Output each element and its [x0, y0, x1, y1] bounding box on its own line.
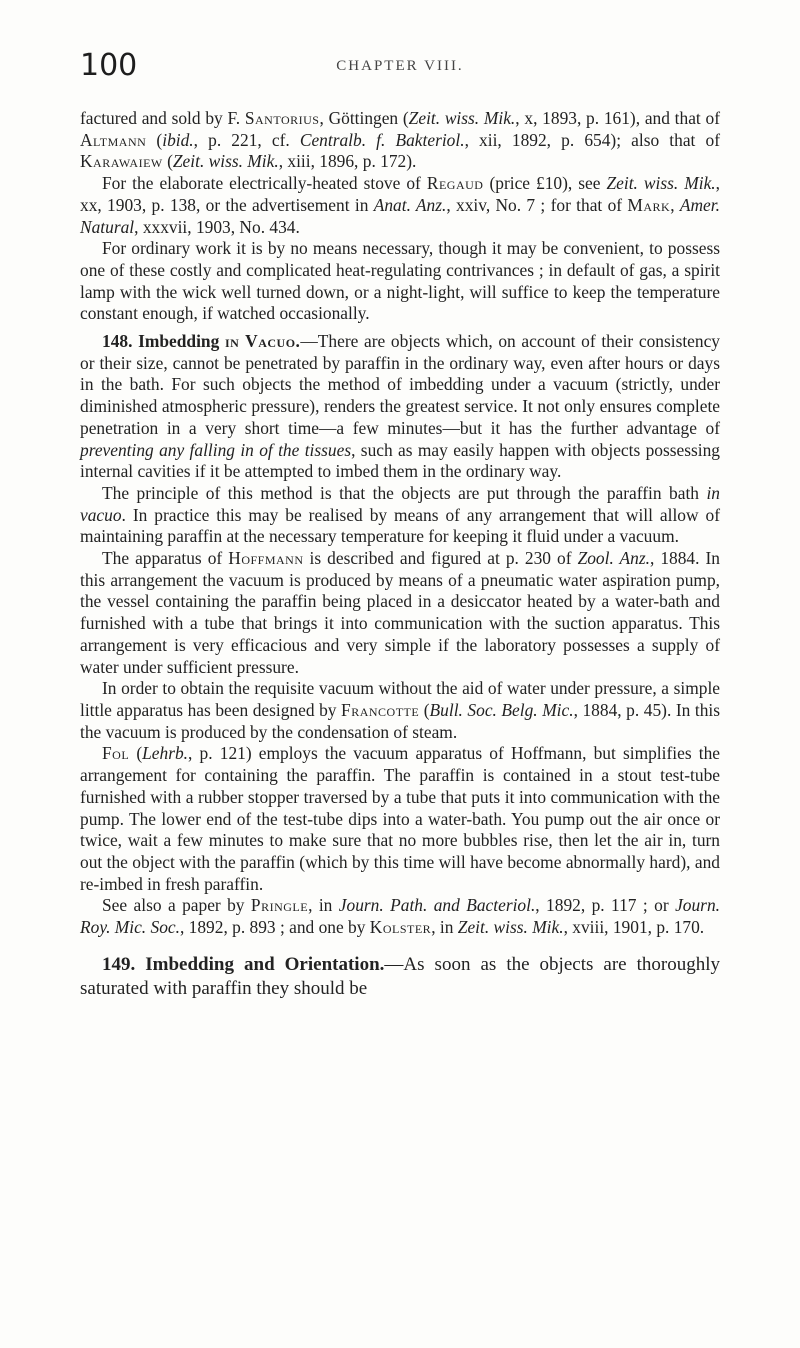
text-run: , 1884. In this arrangement the vacuum is produced by means of a pneumatic water aspiration pump, the vessel containing the paraffin being placed in a desiccator heated by a water-bath and furnished with a tube that brings it into communication with the suction apparatus. This arrangement is very efficacious and very simple if the laboratory possesses a supply of water under sufficient pressure.: [80, 548, 721, 677]
italic-text: Centralb. f. Bakteriol.: [299, 129, 465, 150]
page-header: [80, 48, 720, 88]
italic-text: ibid.: [162, 129, 194, 150]
text-run: , xiii, 1896, p. 172).: [278, 151, 417, 172]
italic-text: Amer. Natural: [80, 194, 720, 237]
text-run: —There are objects which, on account of their consistency or their size, cannot be penetrated by paraffin in the ordinary way, even after hours or days in the bath. For such objects the method of imbedding under a vacuum (strictly, under diminished atmospheric pressure), renders the greatest service. It not only ensures complete penetration in a very short time—a few minutes—but it has the further advantage of: [80, 331, 720, 438]
text-run: For the elaborate electrically-heated stove of: [102, 173, 427, 194]
text-run: , xx, 1903, p. 138, or the advertisement in: [80, 173, 720, 215]
body-text: [80, 108, 720, 1001]
text-run: The apparatus of: [102, 548, 229, 569]
text-run: , xxxvii, 1903, No. 434.: [134, 216, 300, 237]
italic-text: in vacuo: [80, 482, 720, 525]
text-run: See also a paper by: [102, 895, 251, 916]
section-heading: 148. Imbedding: [102, 331, 225, 352]
text-run: , 1892, p. 117 ; or: [535, 895, 676, 916]
paragraph: [80, 238, 720, 325]
paragraph: [80, 895, 720, 938]
text-run: , p. 221, cf.: [193, 129, 300, 150]
text-run: , 1892, p. 893 ; and one by: [179, 917, 370, 938]
text-run: factured and sold by F.: [80, 108, 245, 128]
section-heading: 149. Imbedding and Orientation.: [102, 953, 385, 975]
text-run: —As soon as the objects are thoroughly saturated with paraffin they should be: [80, 953, 720, 999]
author-name: Kolster: [369, 917, 432, 938]
text-run: (: [419, 699, 430, 720]
section-paragraph: [80, 331, 720, 483]
text-run: For ordinary work it is by no means necessary, though it may be convenient, to possess one of these costly and complicated heat-regulating contrivances ; in default of gas, a spirit lamp with the wick well turned down, or a night-light, will suffice to keep the temperature constant enough, if watched occasionally.: [80, 238, 720, 324]
author-name: Francotte: [341, 699, 420, 720]
author-name: Hoffmann: [228, 548, 304, 569]
text-run: (price £10), see: [483, 173, 607, 194]
italic-text: preventing any falling in of the tissues: [80, 439, 352, 460]
paragraph: [80, 483, 720, 548]
section-heading: in Vacuo.: [224, 331, 301, 352]
text-run: , xii, 1892, p. 654); also that of: [464, 129, 721, 150]
text-run: , x, 1893, p. 161), and that of: [515, 108, 720, 128]
text-run: , such as may easily happen with objects possessing internal cavities if it be attempted to imbed them in the ordinary way.: [80, 439, 720, 482]
author-name: Karawaiew: [80, 151, 163, 172]
text-run: The principle of this method is that the objects are put through the paraffin bath: [102, 482, 707, 503]
text-run: In order to obtain the requisite vacuum without the aid of water under pressure, a simple little apparatus has been designed by: [80, 678, 720, 720]
page-number: 100: [80, 48, 138, 83]
author-name: Mark: [627, 194, 671, 215]
text-run: , Göttingen (: [319, 108, 409, 128]
italic-text: Zeit. wiss. Mik.: [408, 108, 516, 128]
italic-text: Journ. Path. and Bacteriol.: [338, 895, 536, 916]
author-name: Fol: [102, 743, 130, 764]
text-run: (: [129, 743, 143, 764]
paragraph: [80, 743, 720, 895]
paragraph: [80, 173, 720, 238]
text-run: (: [162, 151, 173, 172]
section-paragraph: [80, 953, 720, 1001]
author-name: Regaud: [426, 173, 484, 194]
italic-text: Anat. Anz.: [373, 194, 447, 215]
author-name: Santorius: [244, 108, 320, 128]
text-run: . In practice this may be realised by means of any arrangement that will allow of maintaining paraffin at the necessary temperature for keeping it fluid under a vacuum.: [80, 504, 720, 547]
text-run: ,: [670, 194, 680, 215]
author-name: Pringle: [250, 895, 309, 916]
text-run: , p. 121) employs the vacuum apparatus of Hoffmann, but simplifies the arrangement for containing the paraffin. The paraffin is contained in a stout test-tube furnished with a rubber stopper traversed by a tube that puts it into communication with the pump. The lower end of the test-tube dips into a water-bath. You pump out the air once or twice, wait a few minutes to make sure that no more bubbles rise, then let the air in, turn out the object with the paraffin (which by this time will have become abnormally hard), and re-imbed in fresh paraffin.: [80, 743, 720, 894]
running-head: CHAPTER VIII.: [336, 58, 464, 74]
author-name: Altmann: [80, 129, 147, 150]
paragraph: [80, 678, 720, 743]
italic-text: Zeit. wiss. Mik.: [606, 173, 716, 194]
italic-text: Lehrb.: [142, 743, 189, 764]
text-run: , in: [431, 917, 458, 938]
italic-text: Zool. Anz.: [577, 548, 650, 569]
italic-text: Journ. Roy. Mic. Soc.: [80, 895, 720, 938]
text-run: is described and figured at p. 230 of: [303, 548, 578, 569]
text-run: (: [146, 129, 163, 150]
text-run: , in: [308, 895, 339, 916]
text-run: , 1884, p. 45). In this the vacuum is produced by the condensation of steam.: [80, 699, 720, 742]
text-run: , xxiv, No. 7 ; for that of: [446, 194, 628, 215]
paragraph: [80, 108, 720, 173]
italic-text: Zeit. wiss. Mik.: [457, 917, 564, 938]
text-run: , xviii, 1901, p. 170.: [563, 917, 705, 938]
paragraph: [80, 548, 720, 678]
italic-text: Zeit. wiss. Mik.: [172, 151, 279, 172]
italic-text: Bull. Soc. Belg. Mic.: [429, 699, 574, 720]
